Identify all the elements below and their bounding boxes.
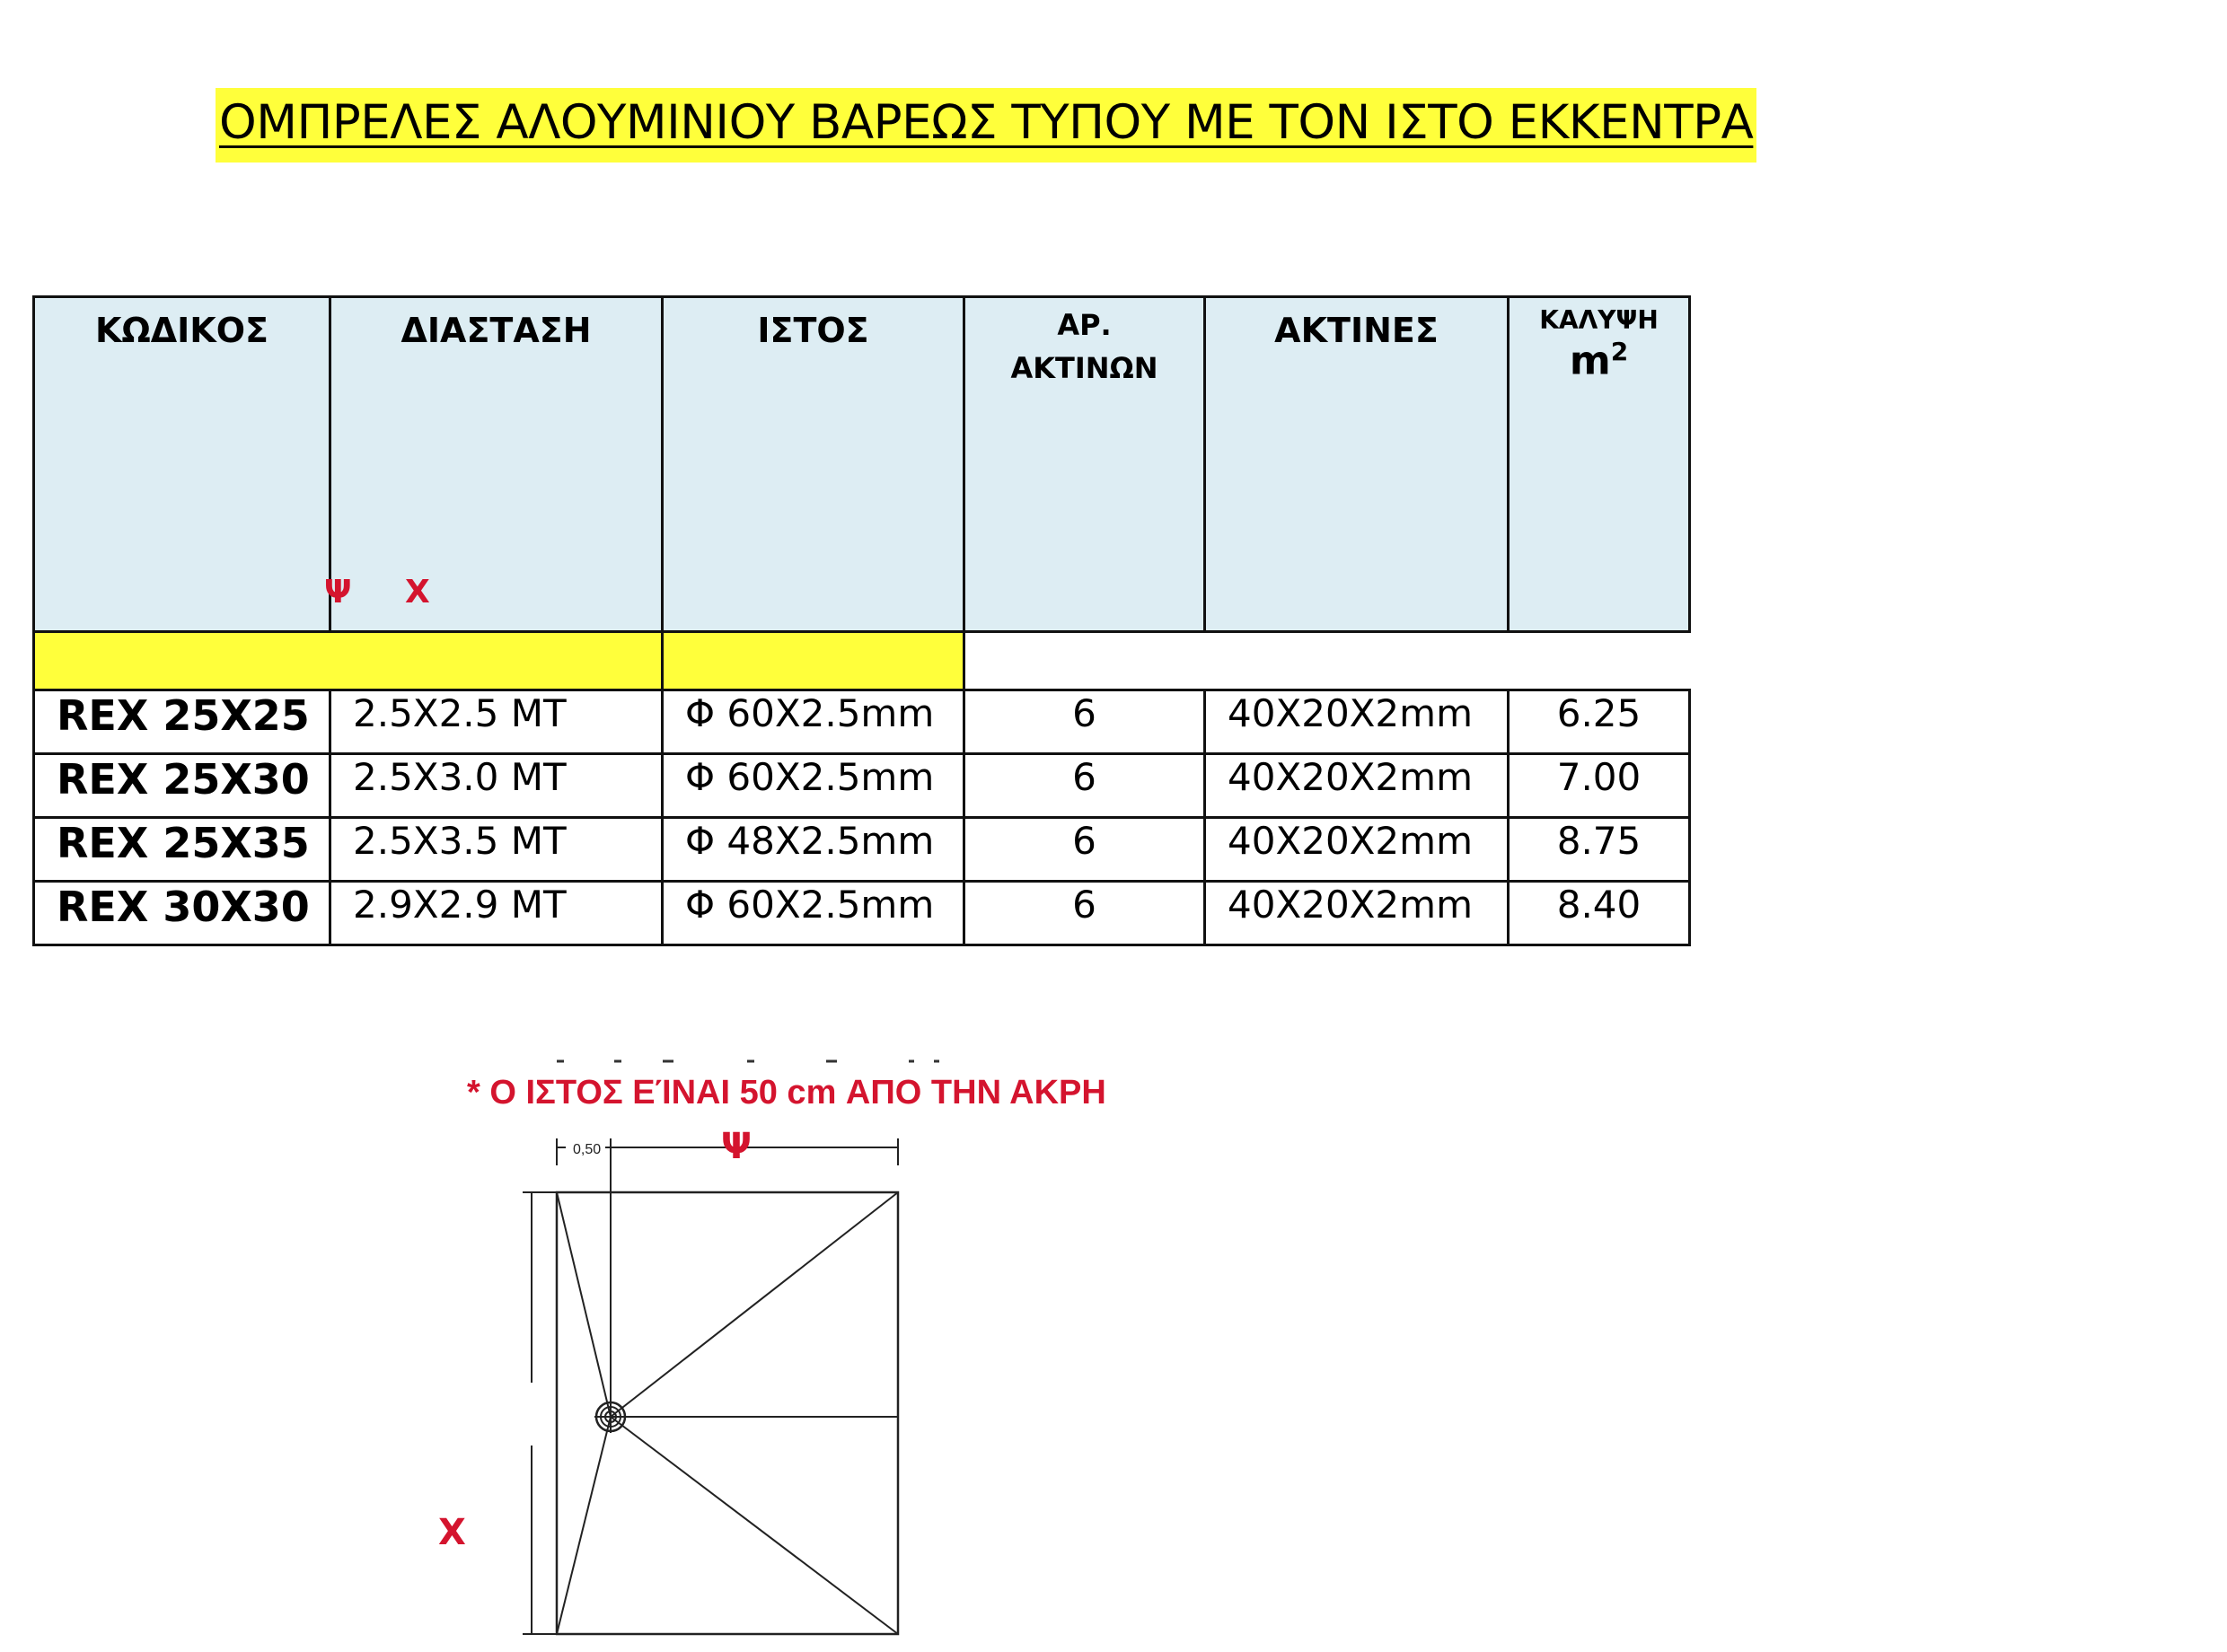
dim-chi-label: Χ bbox=[405, 574, 430, 611]
cell-ribs-count: 6 bbox=[964, 754, 1205, 818]
header-pole: ΙΣΤΟΣ bbox=[663, 297, 964, 632]
umbrella-plan-drawing bbox=[422, 1113, 925, 1652]
header-coverage: ΚΑΛΥΨΗ $m^2$ bbox=[1509, 297, 1690, 632]
cell-ribs-count: 6 bbox=[964, 818, 1205, 882]
cell-ribs: 40X20X2mm bbox=[1205, 818, 1509, 882]
cell-dimension: 2.5X2.5 MT bbox=[330, 690, 663, 754]
cell-code: REX 25X30 bbox=[34, 754, 330, 818]
table-row bbox=[34, 882, 1690, 945]
cell-code: REX 25X25 bbox=[34, 690, 330, 754]
coverage-unit: $m^2$ bbox=[1569, 337, 1629, 384]
cell-dimension: 2.5X3.5 MT bbox=[330, 818, 663, 882]
cell-code: REX 30X30 bbox=[34, 882, 330, 945]
height-label: Χ bbox=[438, 1512, 466, 1553]
cell-ribs-count: 6 bbox=[964, 690, 1205, 754]
cell-dimension: 2.5X3.0 MT bbox=[330, 754, 663, 818]
cell-coverage: 7.00 bbox=[1509, 754, 1690, 818]
offset-label: 0,50 bbox=[573, 1142, 602, 1157]
width-label: Ψ bbox=[721, 1126, 752, 1167]
cell-ribs: 40X20X2mm bbox=[1205, 690, 1509, 754]
cell-pole: Φ 60X2.5mm bbox=[663, 882, 964, 945]
spacer-blank bbox=[964, 632, 1690, 690]
header-dimension: ΔΙΑΣΤΑΣΗ Ψ Χ bbox=[330, 297, 663, 632]
cell-coverage: 8.75 bbox=[1509, 818, 1690, 882]
cell-dimension: 2.9X2.9 MT bbox=[330, 882, 663, 945]
yellow-band-tail bbox=[663, 632, 964, 690]
cell-ribs: 40X20X2mm bbox=[1205, 882, 1509, 945]
cell-ribs: 40X20X2mm bbox=[1205, 754, 1509, 818]
cell-coverage: 8.40 bbox=[1509, 882, 1690, 945]
cell-pole: Φ 60X2.5mm bbox=[663, 754, 964, 818]
cell-pole: Φ 60X2.5mm bbox=[663, 690, 964, 754]
page-title: ΟΜΠΡΕΛΕΣ ΑΛΟΥΜΙΝΙΟΥ ΒΑΡΕΩΣ ΤΥΠΟΥ ΜΕ ΤΟΝ ΙΣΤΟ ΕΚΚΕΝΤΡΑ bbox=[216, 88, 1756, 163]
cell-coverage: 6.25 bbox=[1509, 690, 1690, 754]
table-row bbox=[34, 754, 1690, 818]
dim-psi-label: Ψ bbox=[324, 574, 352, 611]
highlight-spacer-row bbox=[34, 632, 1690, 690]
spec-table bbox=[32, 295, 1691, 946]
pole-offset-note: * Ο ΙΣΤΟΣ ΕΊΝΑΙ 50 cm ΑΠΟ ΤΗΝ ΑΚΡΗ bbox=[467, 1074, 1106, 1112]
cell-ribs-count: 6 bbox=[964, 882, 1205, 945]
yellow-band bbox=[34, 632, 663, 690]
table-row bbox=[34, 690, 1690, 754]
header-ribs: ΑΚΤΙΝΕΣ bbox=[1205, 297, 1509, 632]
table-header-row bbox=[34, 297, 1690, 632]
header-code: ΚΩΔΙΚΟΣ bbox=[34, 297, 330, 632]
header-ribs-count: ΑΡ. ΑΚΤΙΝΩΝ bbox=[964, 297, 1205, 632]
decorative-dashes bbox=[557, 1058, 943, 1065]
table-row bbox=[34, 818, 1690, 882]
cell-pole: Φ 48X2.5mm bbox=[663, 818, 964, 882]
cell-code: REX 25X35 bbox=[34, 818, 330, 882]
